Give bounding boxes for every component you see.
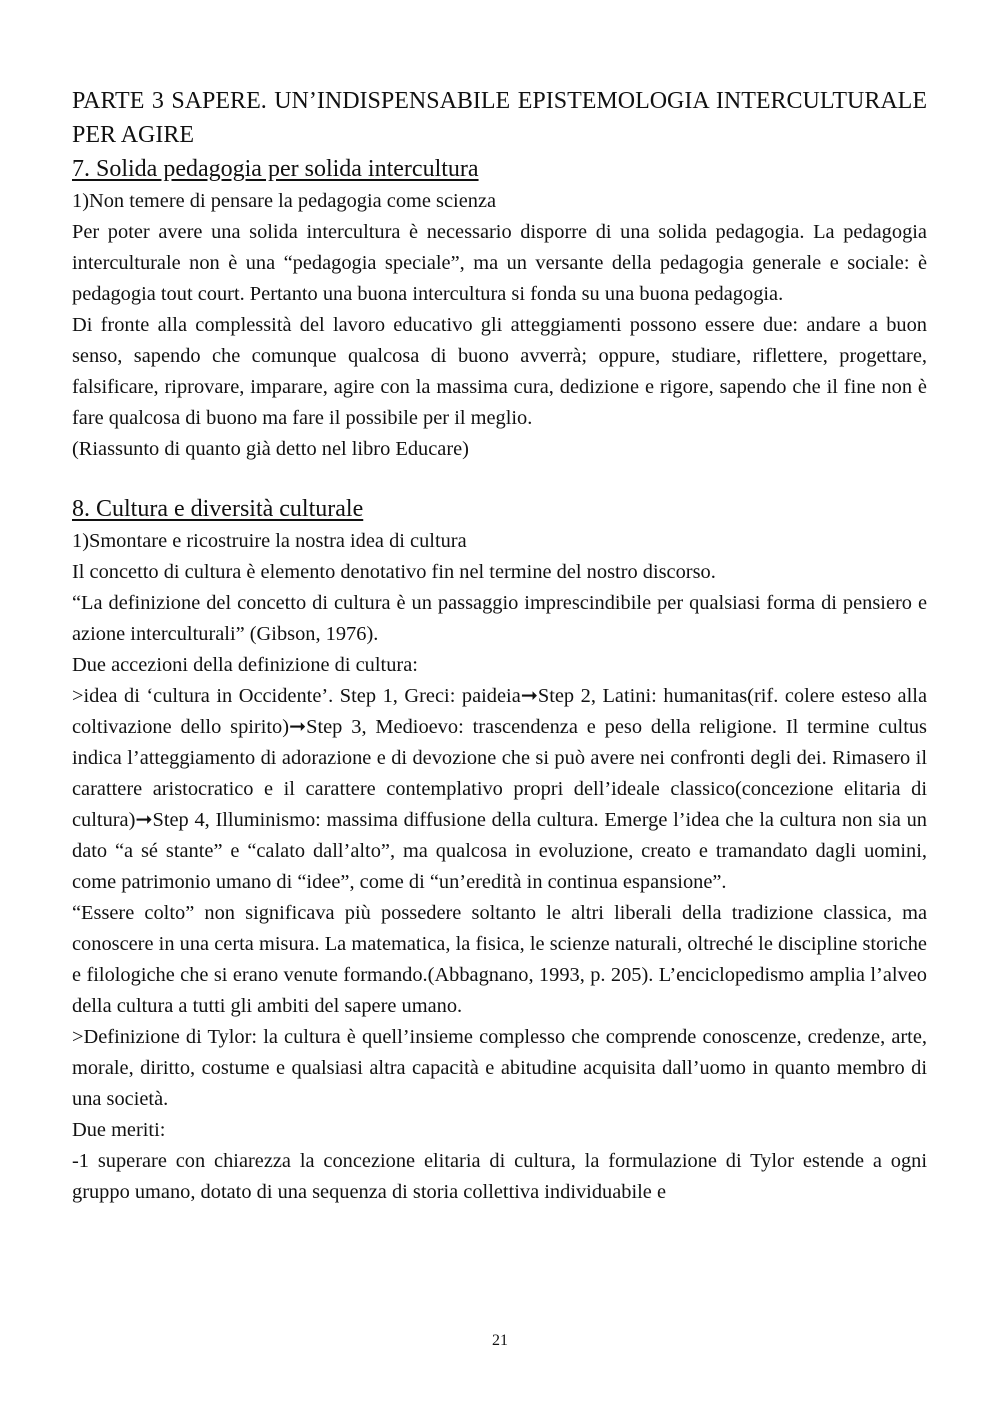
section-7-paragraph: Per poter avere una solida intercultura è necessario disporre di una solida pedagogia. La pedagogia interculturale non è una “pedagogia speciale”, ma un versante della pedagogia generale e sociale: è pedagogia tout court. Pertanto una buona intercultura si fonda su una buona pedagogia. <box>72 221 927 305</box>
section-7-paragraph: Di fronte alla complessità del lavoro educativo gli atteggiamenti possono essere due: andare a buon senso, sapendo che comunque qualcosa di buono avverrà; oppure, studiare, riflettere, progettare, falsificare, riprovare, imparare, agire con la massima cura, dedizione e rigore, sapendo che il fine non è fare qualcosa di buono ma fare il possibile per il meglio. <box>72 314 927 429</box>
section-8-paragraph: >idea di ‘cultura in Occidente’. Step 1, Greci: paideia➞Step 2, Latini: humanitas(rif. colere esteso alla coltivazione dello spirito)➞Step 3, Medioevo: trascendenza e peso della religione. Il termine cultus indica l’atteggiamento di adorazione e di devozione che si può avere nei confronti degli dei. Rimasero il carattere aristocratico e il carattere contemplativo propri dell’ideale classico(concezione elitaria di cultura)➞Step 4, Illuminismo: massima diffusione della cultura. Emerge l’idea che la cultura non sia un dato “a sé stante” e “calato dall’alto”, ma qualcosa in evoluzione, creato e tramandato dagli uomini, come patrimonio umano di “idee”, come di “un’eredità in continua espansione”. <box>72 685 927 893</box>
section-7-heading: 7. Solida pedagogia per solida intercultura <box>72 156 479 182</box>
section-8-quote: “La definizione del concetto di cultura è un passaggio imprescindibile per qualsiasi forma di pensiero e azione interculturali” (Gibson, 1976). <box>72 592 927 645</box>
section-7-subheading: 1)Non temere di pensare la pedagogia come scienza <box>72 190 497 212</box>
section-7-note: (Riassunto di quanto già detto nel libro Educare) <box>72 438 469 460</box>
document-page <box>72 84 927 1208</box>
section-8-paragraph: -1 superare con chiarezza la concezione elitaria di cultura, la formulazione di Tylor estende a ogni gruppo umano, dotato di una sequenza di storia collettiva individuabile e <box>72 1150 927 1203</box>
section-8-paragraph: Due accezioni della definizione di cultura: <box>72 654 418 676</box>
section-8-paragraph: Il concetto di cultura è elemento denotativo fin nel termine del nostro discorso. <box>72 561 716 583</box>
part-title: PARTE 3 SAPERE. UN’INDISPENSABILE EPISTEMOLOGIA INTERCULTURALE PER AGIRE <box>72 88 927 148</box>
section-8-paragraph: >Definizione di Tylor: la cultura è quell’insieme complesso che comprende conoscenze, credenze, arte, morale, diritto, costume e qualsiasi altra capacità e abitudine acquisita dall’uomo in quanto membro di una società. <box>72 1026 927 1110</box>
section-8-subheading: 1)Smontare e ricostruire la nostra idea di cultura <box>72 530 467 552</box>
section-8-paragraph: “Essere colto” non significava più possedere soltanto le altri liberali della tradizione classica, ma conoscere in una certa misura. La matematica, la fisica, le scienze naturali, oltreché le discipline storiche e filologiche che si erano venute formando.(Abbagnano, 1993, p. 205). L’enciclopedismo amplia l’alveo della cultura a tutti gli ambiti del sapere umano. <box>72 902 927 1017</box>
section-8-heading: 8. Cultura e diversità culturale <box>72 496 364 522</box>
section-8-paragraph: Due meriti: <box>72 1119 166 1141</box>
page-number: 21 <box>492 1332 508 1349</box>
